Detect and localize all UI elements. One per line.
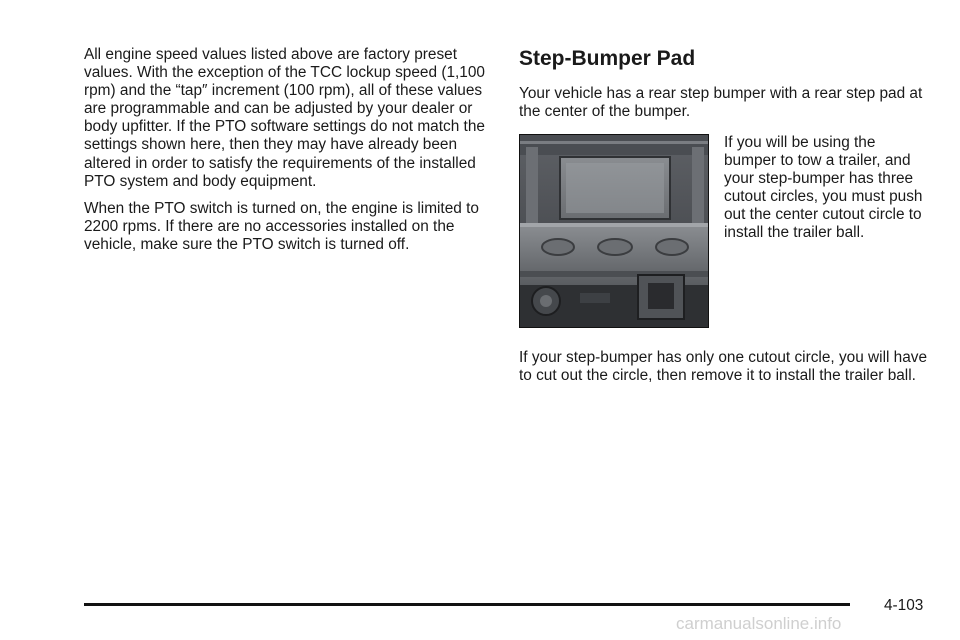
footer-rule [84,603,850,606]
page-number: 4-103 [884,597,924,614]
right-column [519,46,929,385]
paragraph-pto-switch: When the PTO switch is turned on, the engine is limited to 2200 rpms. If there are no accessories installed on the vehicle, make sure the PTO switch is turned off. [84,199,479,253]
step-bumper-photo [519,134,709,328]
step-bumper-illustration [520,135,709,328]
paragraph-engine-speed: All engine speed values listed above are factory preset values. With the exception of the TCC lockup speed (1,100 rpm) and the “tap″ increment (100 rpm), all of these values are programmable and can be adjusted by your dealer or body upfitter. If the PTO software settings do not match the settings shown here, then they may have already been altered in order to satisfy the requirements of the installed PTO system and body equipment. [84,46,485,190]
paragraph-three-cutouts: If you will be using the bumper to tow a trailer, and your step-bumper has three cutout circles, you must push out the center cutout circle to install the trailer ball. [724,134,923,242]
left-column [84,46,494,263]
figure-block [519,134,929,330]
watermark: carmanualsonline.info [676,614,842,633]
paragraph-intro: Your vehicle has a rear step bumper with a rear step pad at the center of the bumper. [519,85,923,121]
section-heading: Step-Bumper Pad [519,47,696,70]
paragraph-one-cutout: If your step-bumper has only one cutout circle, you will have to cut out the circle, then remove it to install the trailer ball. [519,349,928,385]
